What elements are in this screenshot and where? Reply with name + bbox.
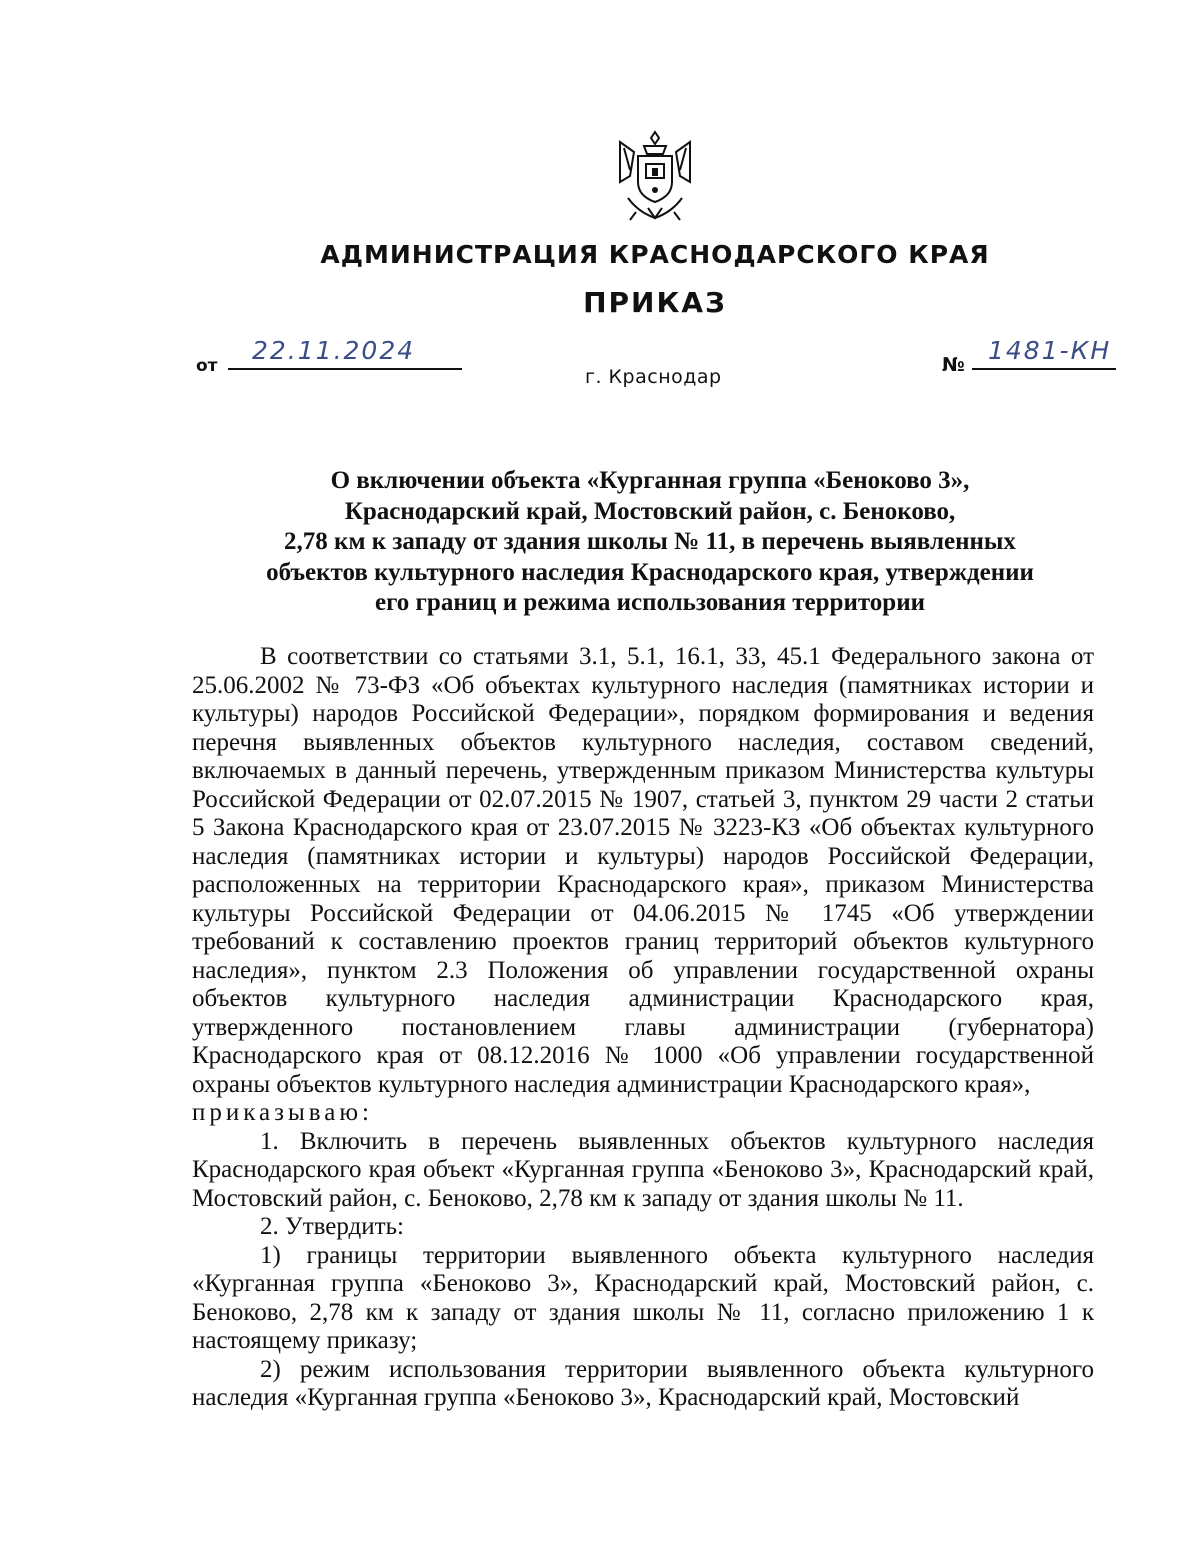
item-1-paragraph: 1. Включить в перечень выявленных объектов культурного наследия Краснодарского края объект «Курганная группа «Беноково 3», Краснодарский край, Мостовский район, с. Беноково, 2,78 км к западу от здания школы № 11. bbox=[192, 1127, 1094, 1212]
city-label: г. Краснодар bbox=[585, 366, 722, 388]
date-label: от bbox=[196, 356, 218, 376]
title-line: О включении объекта «Курганная группа «Беноково 3», bbox=[330, 467, 970, 494]
document-body bbox=[192, 643, 1094, 1413]
date-value: 22.11.2024 bbox=[252, 336, 416, 365]
date-underline bbox=[228, 368, 462, 370]
item-2-paragraph: 2. Утвердить: bbox=[260, 1213, 404, 1240]
title-line: его границ и режима использования территории bbox=[374, 589, 926, 616]
order-word: приказываю: bbox=[192, 1099, 373, 1126]
number-label: № bbox=[942, 354, 965, 376]
document-title bbox=[190, 466, 1110, 619]
item-2-1-paragraph: 1) границы территории выявленного объекта культурного наследия «Курганная группа «Беноково 3», Краснодарский край, Мостовский район, с. Беноково, 2,78 км к западу от здания школы № 11, согласно приложению 1 к настоящему приказу; bbox=[192, 1241, 1094, 1354]
item-2-2-paragraph: 2) режим использования территории выявленного объекта культурного наследия «Курганная группа «Беноково 3», Краснодарский край, Мостовский bbox=[192, 1355, 1094, 1411]
document-type: ПРИКАЗ bbox=[583, 286, 727, 319]
number-value: 1481-КН bbox=[988, 336, 1112, 365]
coat-of-arms-icon bbox=[608, 128, 702, 224]
title-line: 2,78 км к западу от здания школы № 11, в перечень выявленных bbox=[284, 528, 1016, 555]
preamble-paragraph: В соответствии со статьями 3.1, 5.1, 16.1, 33, 45.1 Федерального закона от 25.06.2002 № 73-ФЗ «Об объектах культурного наследия (памятниках истории и культуры) народов Российской Федерации», порядком формирования и ведения перечня выявленных объектов культурного наследия, составом сведений, включаемых в данный перечень, утвержденным приказом Министерства культуры Российской Федерации от 02.07.2015 № 1907, статьей 3, пунктом 29 части 2 статьи 5 Закона Краснодарского края от 23.07.2015 № 3223-КЗ «Об объектах культурного наследия (памятниках истории и культуры) народов Российской Федерации, расположенных на территории Краснодарского края», приказом Министерства культуры Российской Федерации от 04.06.2015 № 1745 «Об утверждении требований к составлению проектов границ территорий объектов культурного наследия», пунктом 2.3 Положения об управлении государственной охраны объектов культурного наследия администрации Краснодарского края, утвержденного постановлением главы администрации (губернатора) Краснодарского края от 08.12.2016 № 1000 «Об управлении государственной охраны объектов культурного наследия администрации Краснодарского края», bbox=[192, 643, 1094, 1098]
organization-name: АДМИНИСТРАЦИЯ КРАСНОДАРСКОГО КРАЯ bbox=[320, 240, 990, 269]
number-underline bbox=[972, 368, 1116, 370]
title-line: Краснодарский край, Мостовский район, с. Беноково, bbox=[344, 497, 956, 525]
title-line: объектов культурного наследия Краснодарского края, утверждении bbox=[266, 558, 1034, 586]
